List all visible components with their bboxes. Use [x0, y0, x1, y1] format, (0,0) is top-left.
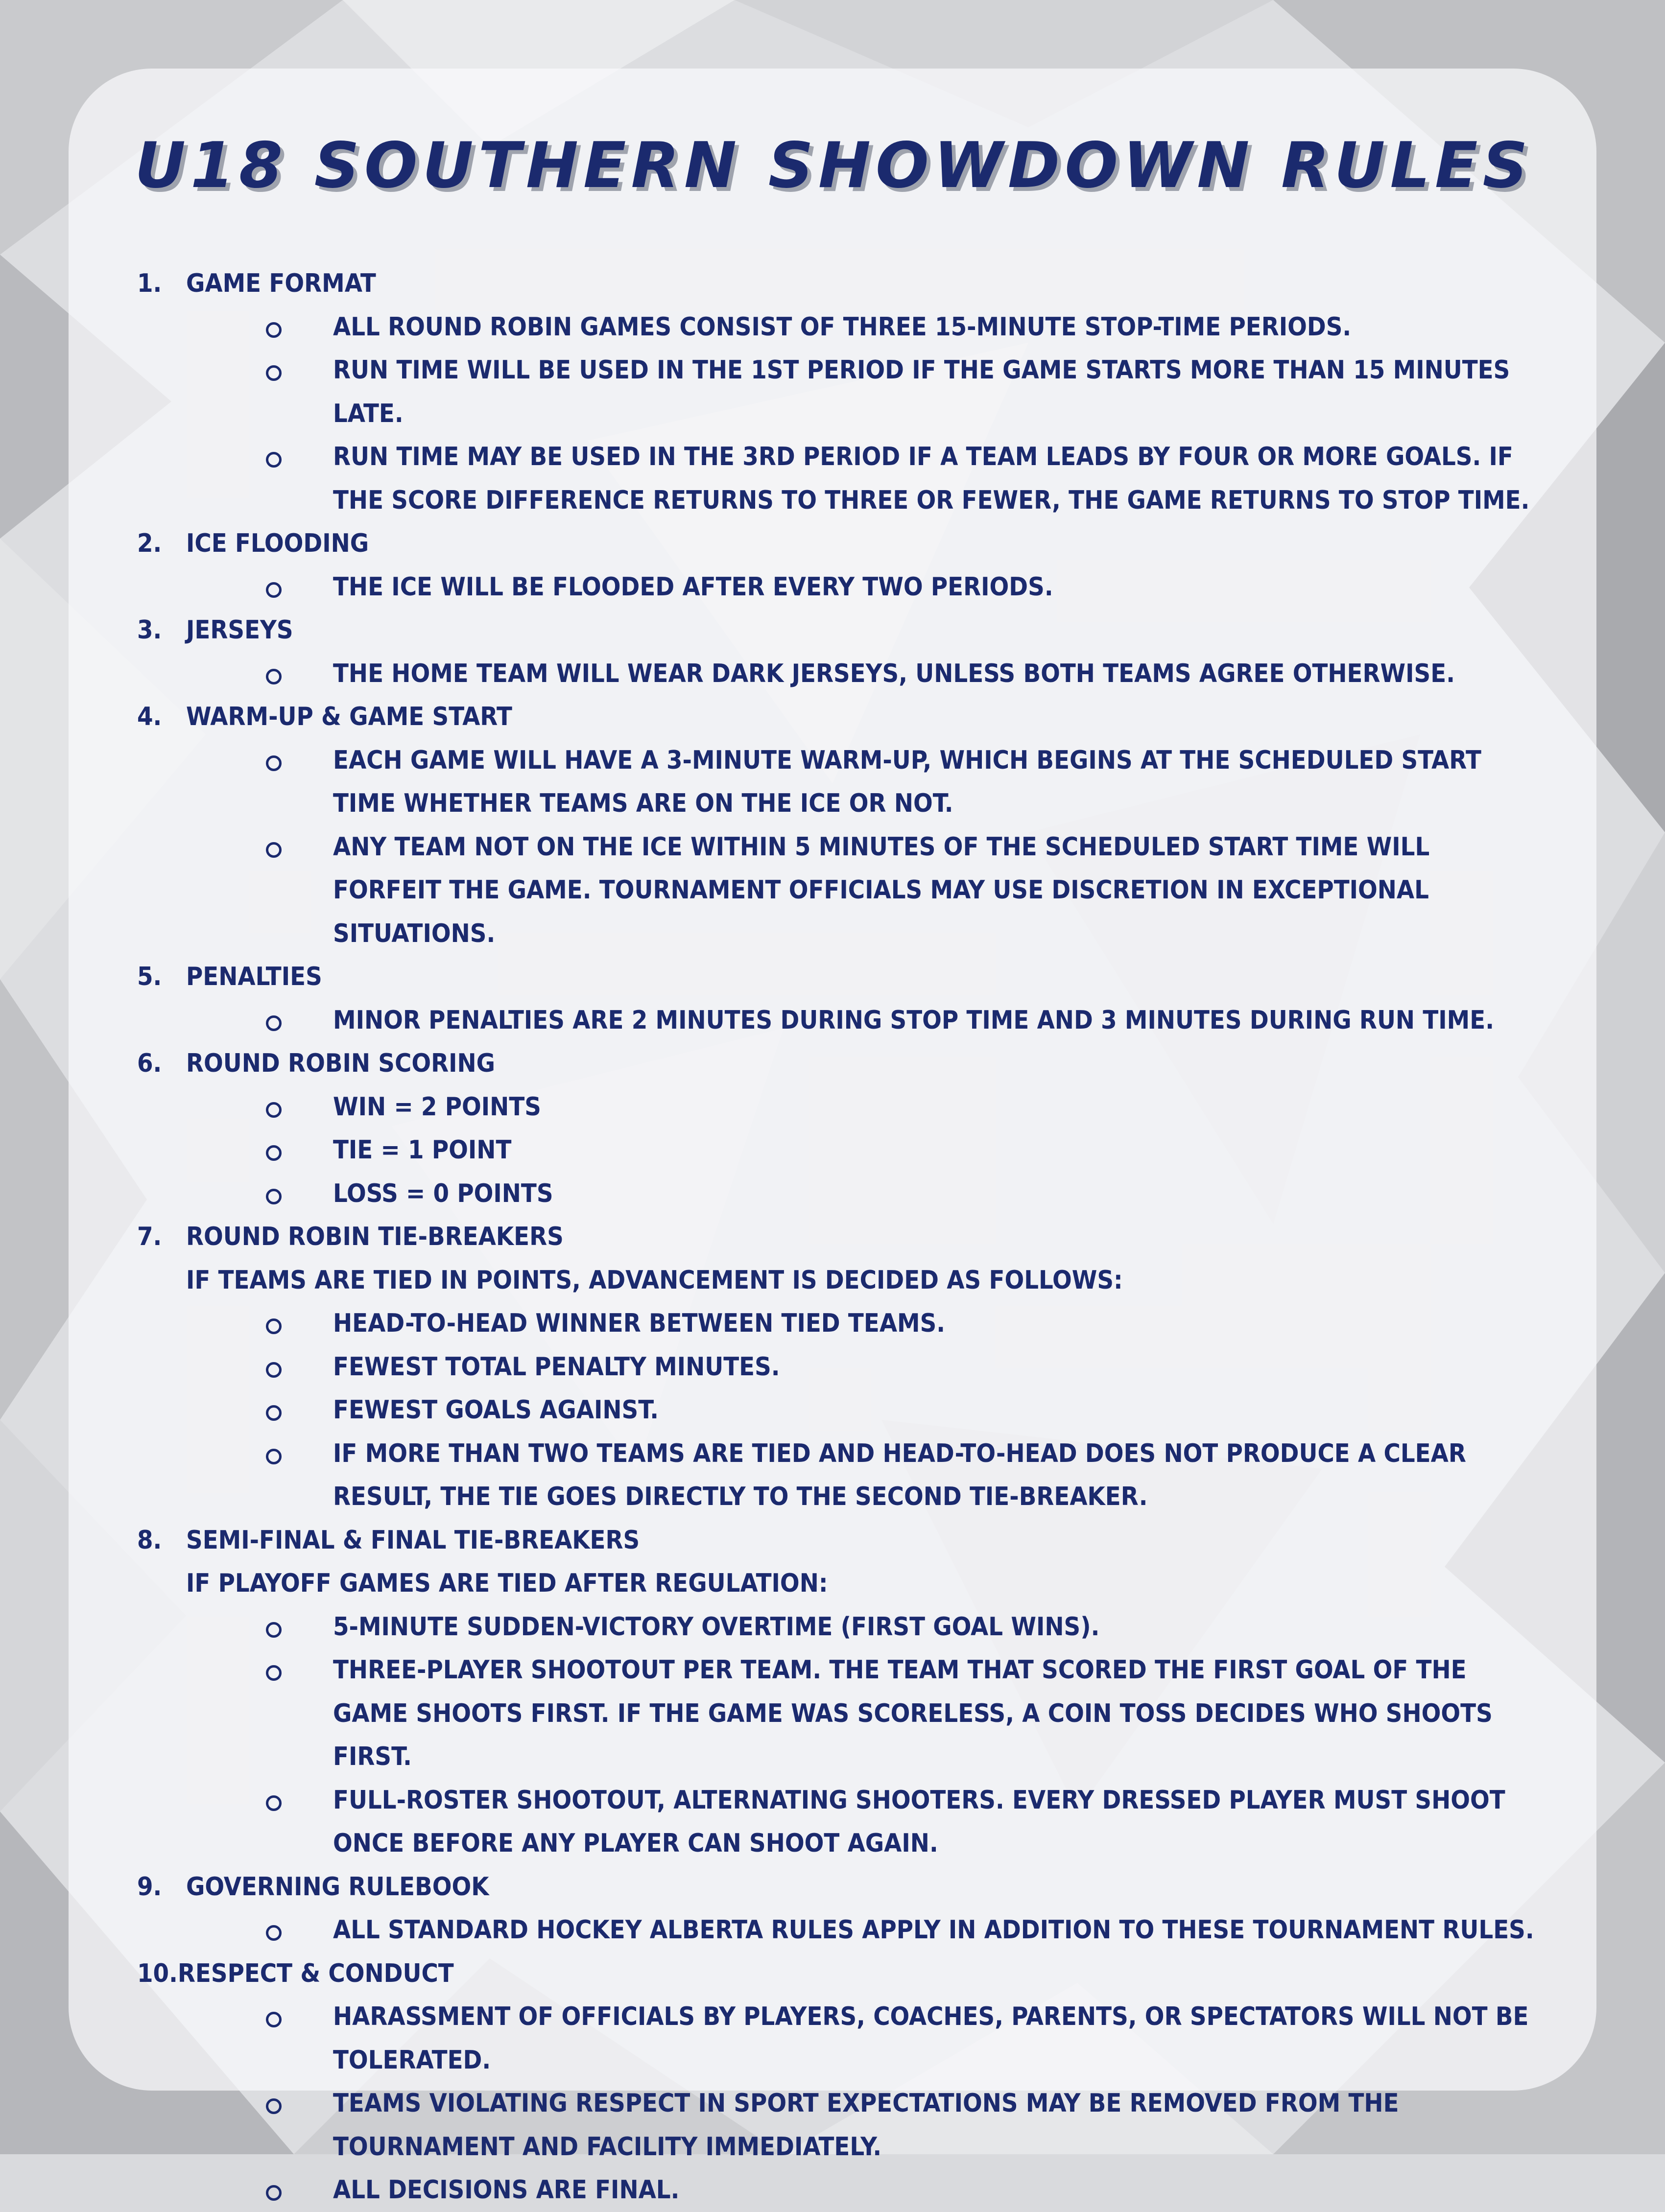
bullet-circle-icon: [137, 2082, 333, 2168]
rule-item: MINOR PENALTIES ARE 2 MINUTES DURING STOP TIME AND 3 MINUTES DURING RUN TIME.: [137, 999, 1543, 1042]
rule-item: FEWEST GOALS AGAINST.: [137, 1388, 1543, 1432]
rule-heading: PENALTIES: [186, 962, 322, 991]
bullet-circle-icon: [137, 1605, 333, 1649]
rule-item: WIN = 2 POINTS: [137, 1085, 1543, 1129]
rule-item: THREE-PLAYER SHOOTOUT PER TEAM. THE TEAM THAT SCORED THE FIRST GOAL OF THE GAME SHOOTS FIRST. IF THE GAME WAS SCORELESS, A COIN TOSS DECIDES WHO SHOOTS FIRST.: [137, 1648, 1543, 1779]
rule-item: ANY TEAM NOT ON THE ICE WITHIN 5 MINUTES OF THE SCHEDULED START TIME WILL FORFEIT THE GAME. TOURNAMENT OFFICIALS MAY USE DISCRETION IN EXCEPTIONAL SITUATIONS.: [137, 825, 1543, 956]
bullet-circle-icon: [137, 2168, 333, 2212]
rule-item: EACH GAME WILL HAVE A 3-MINUTE WARM-UP, WHICH BEGINS AT THE SCHEDULED START TIME WHETHER TEAMS ARE ON THE ICE OR NOT.: [137, 739, 1543, 825]
rule-item: TEAMS VIOLATING RESPECT IN SPORT EXPECTATIONS MAY BE REMOVED FROM THE TOURNAMENT AND FACILITY IMMEDIATELY.: [137, 2082, 1543, 2168]
bullet-circle-icon: [137, 1129, 333, 1172]
bullet-circle-icon: [137, 999, 333, 1042]
rule-item: FEWEST TOTAL PENALTY MINUTES.: [137, 1345, 1543, 1389]
rule-final-tie-breakers: [137, 1519, 1543, 1865]
rule-item: FULL-ROSTER SHOOTOUT, ALTERNATING SHOOTERS. EVERY DRESSED PLAYER MUST SHOOT ONCE BEFORE ANY PLAYER CAN SHOOT AGAIN.: [137, 1779, 1543, 1865]
rule-number: 4.: [137, 702, 162, 731]
rule-number: 6.: [137, 1049, 162, 1078]
bullet-circle-icon: [137, 1648, 333, 1779]
rule-number: 2.: [137, 529, 162, 558]
bullet-circle-icon: [137, 306, 333, 349]
rule-warm-up: [137, 695, 1543, 955]
rule-item: LOSS = 0 POINTS: [137, 1172, 1543, 1216]
bullet-circle-icon: [137, 1779, 333, 1865]
rule-item: 5-MINUTE SUDDEN-VICTORY OVERTIME (FIRST GOAL WINS).: [137, 1605, 1543, 1649]
rule-number: 7.: [137, 1222, 162, 1251]
page-title: U18 SOUTHERN SHOWDOWN RULES: [135, 129, 1533, 202]
rule-item: RUN TIME MAY BE USED IN THE 3RD PERIOD IF A TEAM LEADS BY FOUR OR MORE GOALS. IF THE SCORE DIFFERENCE RETURNS TO THREE OR FEWER, THE GAME RETURNS TO STOP TIME.: [137, 435, 1543, 522]
bullet-circle-icon: [137, 1302, 333, 1345]
rule-penalties: [137, 955, 1543, 1042]
rule-item: THE ICE WILL BE FLOODED AFTER EVERY TWO PERIODS.: [137, 565, 1543, 609]
bullet-circle-icon: [137, 565, 333, 609]
rule-item: ALL ROUND ROBIN GAMES CONSIST OF THREE 15-MINUTE STOP-TIME PERIODS.: [137, 306, 1543, 349]
bullet-circle-icon: [137, 1908, 333, 1952]
rule-governing-rulebook: [137, 1865, 1543, 1952]
rule-heading: GOVERNING RULEBOOK: [186, 1872, 489, 1902]
rule-item: THE HOME TEAM WILL WEAR DARK JERSEYS, UNLESS BOTH TEAMS AGREE OTHERWISE.: [137, 652, 1543, 696]
rule-round-robin-scoring: [137, 1042, 1543, 1215]
bullet-circle-icon: [137, 349, 333, 435]
rule-heading: ICE FLOODING: [186, 529, 369, 558]
rule-heading: JERSEYS: [186, 615, 293, 645]
bullet-circle-icon: [137, 435, 333, 522]
rule-item: HEAD-TO-HEAD WINNER BETWEEN TIED TEAMS.: [137, 1302, 1543, 1345]
bullet-circle-icon: [137, 1085, 333, 1129]
rule-intro: IF PLAYOFF GAMES ARE TIED AFTER REGULATION:: [186, 1569, 828, 1598]
rule-item: ALL STANDARD HOCKEY ALBERTA RULES APPLY IN ADDITION TO THESE TOURNAMENT RULES.: [137, 1908, 1543, 1952]
bullet-circle-icon: [137, 1995, 333, 2082]
rule-respect-conduct: [137, 1952, 1543, 2212]
bullet-circle-icon: [137, 652, 333, 696]
rule-number: 3.: [137, 615, 162, 645]
bullet-circle-icon: [137, 1432, 333, 1519]
rule-heading: RESPECT & CONDUCT: [177, 1958, 454, 1988]
rule-heading: ROUND ROBIN SCORING: [186, 1049, 496, 1078]
rule-heading: SEMI-FINAL & FINAL TIE-BREAKERS: [186, 1525, 640, 1555]
rule-heading: ROUND ROBIN TIE-BREAKERS: [186, 1222, 564, 1251]
rule-ice-flooding: [137, 522, 1543, 609]
rule-number: 10.: [137, 1958, 178, 1988]
rule-item: HARASSMENT OF OFFICIALS BY PLAYERS, COACHES, PARENTS, OR SPECTATORS WILL NOT BE TOLERATED.: [137, 1995, 1543, 2082]
rule-heading: GAME FORMAT: [186, 269, 376, 298]
rule-jerseys: [137, 609, 1543, 695]
rule-item: IF MORE THAN TWO TEAMS ARE TIED AND HEAD-TO-HEAD DOES NOT PRODUCE A CLEAR RESULT, THE TIE GOES DIRECTLY TO THE SECOND TIE-BREAKER.: [137, 1432, 1543, 1519]
rule-number: 1.: [137, 269, 162, 298]
bullet-circle-icon: [137, 825, 333, 956]
rule-game-format: [137, 262, 1543, 522]
rule-item: ALL DECISIONS ARE FINAL.: [137, 2168, 1543, 2212]
rule-heading: WARM-UP & GAME START: [186, 702, 512, 731]
rule-round-robin-tie-breakers: [137, 1215, 1543, 1519]
rule-item: TIE = 1 POINT: [137, 1129, 1543, 1172]
bullet-circle-icon: [137, 1172, 333, 1216]
bullet-circle-icon: [137, 1388, 333, 1432]
bullet-circle-icon: [137, 739, 333, 825]
rule-intro: IF TEAMS ARE TIED IN POINTS, ADVANCEMENT IS DECIDED AS FOLLOWS:: [186, 1265, 1123, 1295]
bullet-circle-icon: [137, 1345, 333, 1389]
rule-item: RUN TIME WILL BE USED IN THE 1ST PERIOD IF THE GAME STARTS MORE THAN 15 MINUTES LATE.: [137, 349, 1543, 435]
rule-number: 5.: [137, 962, 162, 991]
rule-number: 9.: [137, 1872, 162, 1902]
rules-list: [137, 262, 1543, 2212]
rule-number: 8.: [137, 1525, 162, 1555]
